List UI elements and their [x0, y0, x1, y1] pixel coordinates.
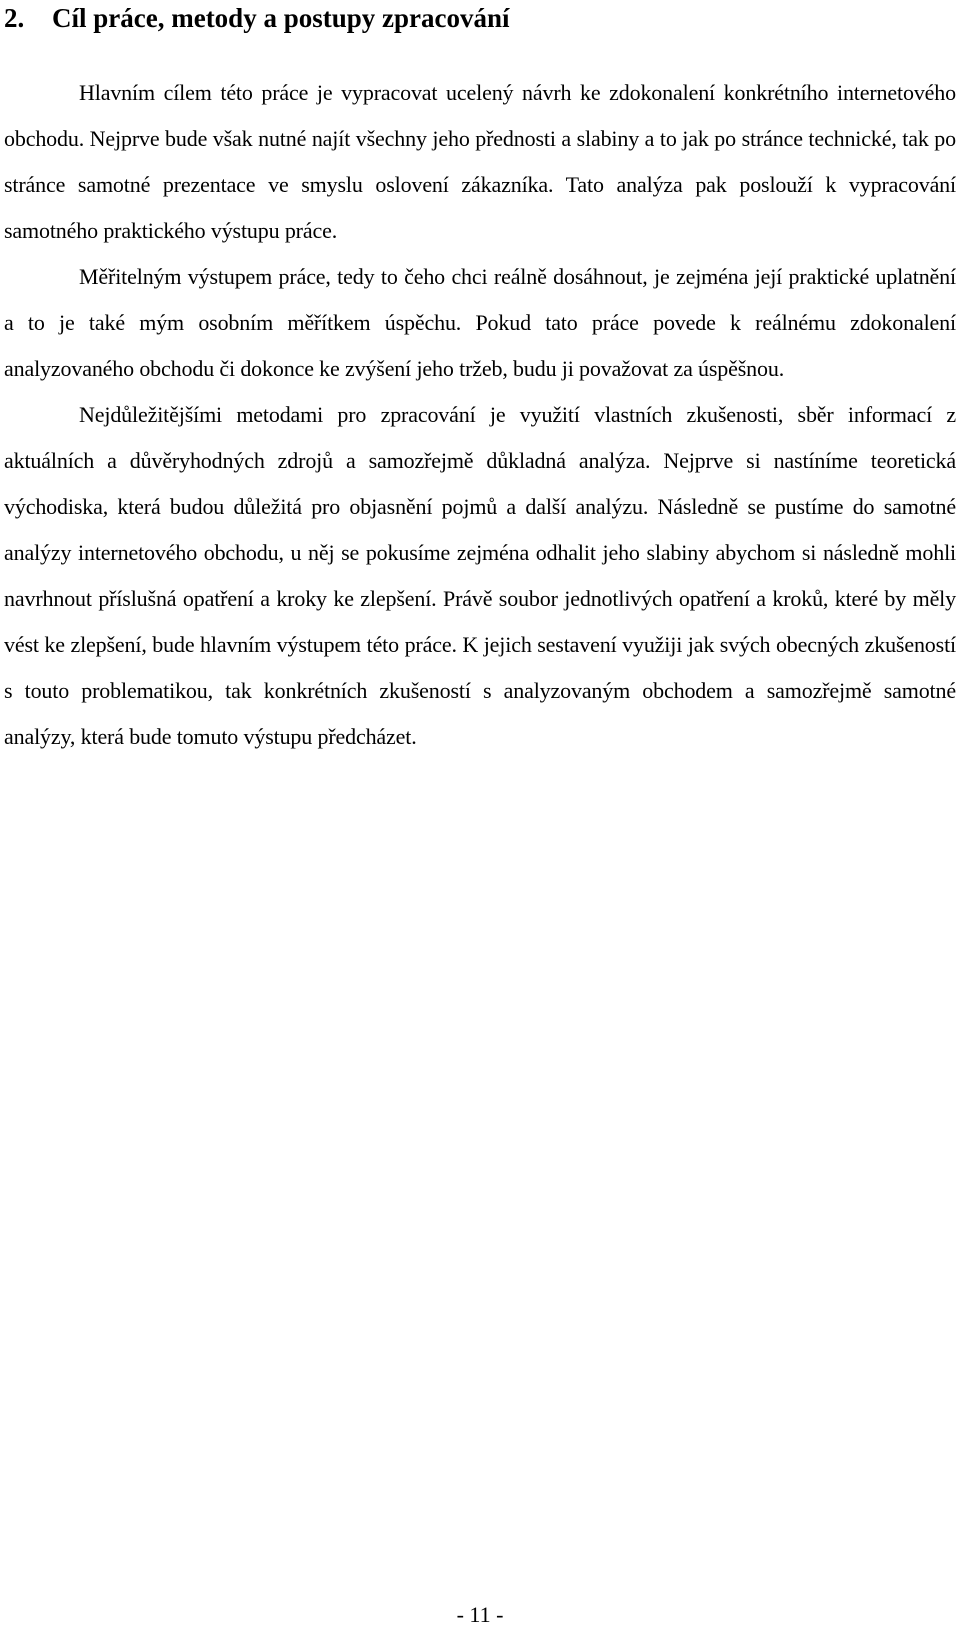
section-heading [4, 0, 509, 36]
paragraph-measurable-output: Měřitelným výstupem práce, tedy to čeho chci reálně dosáhnout, je zejména její praktické uplatnění a to je také mým osobním měřítkem úspěchu. Pokud tato práce povede k reálnému zdokonalení analyzovaného obchodu či dokonce ke zvýšení jeho tržeb, budu ji považovat za úspěšnou. [4, 264, 956, 381]
paragraph-methods: Nejdůležitějšími metodami pro zpracování je využití vlastních zkušenosti, sběr informací z aktuálních a důvěryhodných zdrojů a samozřejmě důkladná analýza. Nejprve si nastíníme teoretická východiska, která budou důležitá pro objasnění pojmů a další analýzu. Následně se pustíme do samotné analýzy internetového obchodu, u něj se pokusíme zejména odhalit jeho slabiny abychom si následně mohli navrhnout příslušná opatření a kroky ke zlepšení. Právě soubor jednotlivých opatření a kroků, které by měly vést ke zlepšení, bude hlavním výstupem této práce. K jejich sestavení využiji jak svých obecných zkušeností s touto problematikou, tak konkrétních zkušeností s analyzovaným obchodem a samozřejmě samotné analýzy, která bude tomuto výstupu předcházet. [4, 402, 956, 749]
body-text [4, 70, 956, 760]
page-number: - 11 - [456, 1602, 504, 1627]
paragraph-goal: Hlavním cílem této práce je vypracovat ucelený návrh ke zdokonalení konkrétního internetového obchodu. Nejprve bude však nutné najít všechny jeho přednosti a slabiny a to jak po stránce technické, tak po stránce samotné prezentace ve smyslu oslovení zákazníka. Tato analýza pak poslouží k vypracování samotného praktického výstupu práce. [4, 80, 956, 243]
section-title: Cíl práce, metody a postupy zpracování [52, 3, 510, 33]
section-number: 2. [4, 3, 25, 33]
